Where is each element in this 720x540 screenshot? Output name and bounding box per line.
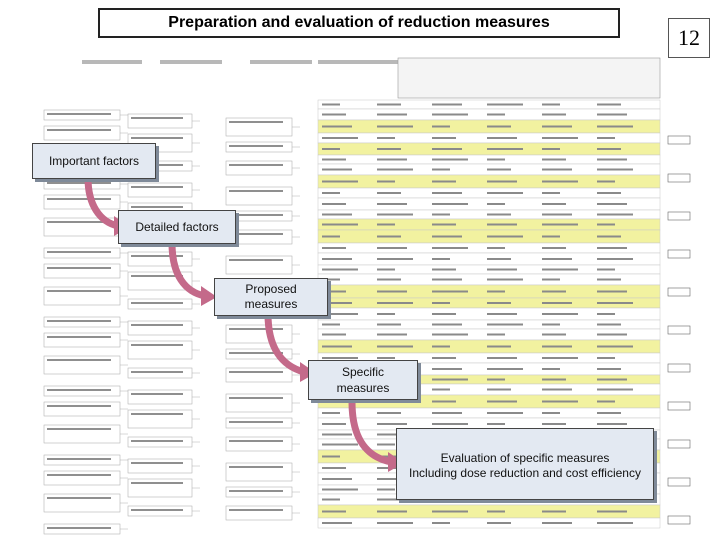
specific-measures-callout <box>308 360 418 400</box>
evaluation-callout <box>396 428 654 500</box>
slide-title: Preparation and evaluation of reduction measures <box>98 8 620 38</box>
specific-measures-label-1: Specific <box>341 365 385 379</box>
arrow-proposed-to-specific <box>268 314 304 372</box>
proposed-measures-callout <box>214 278 328 316</box>
proposed-measures-label-2: measures <box>244 297 298 311</box>
evaluation-label-2: Including dose reduction and cost efficiency <box>409 466 641 480</box>
important-factors-callout <box>32 143 156 179</box>
detailed-factors-callout <box>118 210 236 244</box>
evaluation-label-1: Evaluation of specific measures <box>440 451 610 465</box>
specific-measures-label-2: measures <box>336 381 390 395</box>
arrow-important-to-detailed <box>88 178 118 226</box>
page-number: 12 <box>668 18 710 58</box>
detailed-factors-label: Detailed factors <box>135 220 219 234</box>
proposed-measures-label-1: Proposed <box>245 282 297 296</box>
arrow-detailed-to-proposed <box>172 243 205 296</box>
arrow-specific-to-evaluation <box>352 402 392 462</box>
important-factors-label: Important factors <box>48 154 140 168</box>
